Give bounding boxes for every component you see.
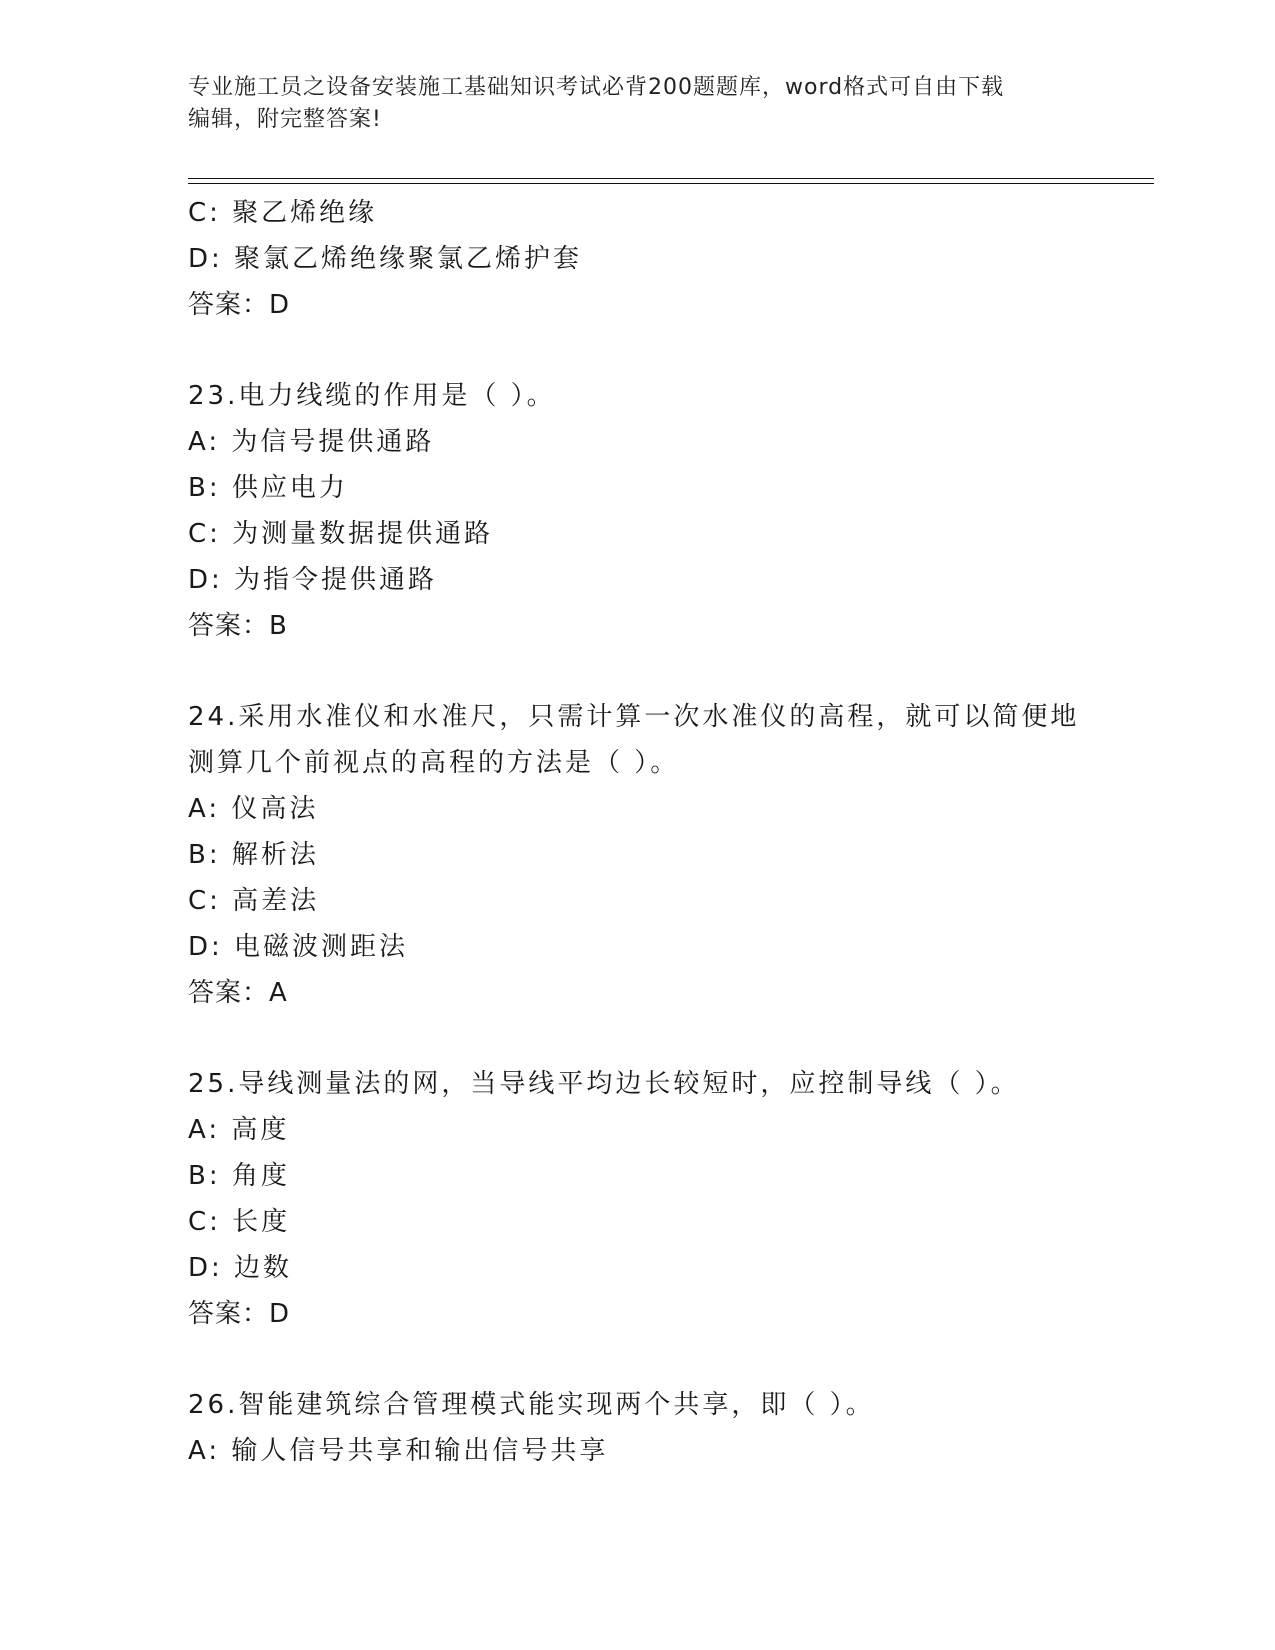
option-c: C: 高差法 (188, 886, 320, 916)
question-title: 25.导线测量法的网，当导线平均边长较短时，应控制导线（ ）。 (188, 1069, 1020, 1099)
question-title-line-2: 测算几个前视点的高程的方法是（ ）。 (188, 748, 680, 778)
option-d: D: 为指令提供通路 (188, 565, 438, 595)
option-d: D: 聚氯乙烯绝缘聚氯乙烯护套 (188, 244, 583, 274)
answer: 答案：A (188, 978, 288, 1008)
question-list (188, 190, 1108, 1474)
question-title: 26.智能建筑综合管理模式能实现两个共享，即（ ）。 (188, 1390, 875, 1420)
question-25 (188, 1061, 1108, 1337)
option-d: D: 电磁波测距法 (188, 932, 409, 962)
option-a: A: 高度 (188, 1115, 290, 1145)
header-line-1: 专业施工员之设备安装施工基础知识考试必背200题题库，word格式可自由下载 (188, 75, 1005, 100)
header-line-2: 编辑，附完整答案! (188, 107, 382, 132)
answer: 答案：D (188, 1299, 291, 1329)
option-a: A: 为信号提供通路 (188, 427, 435, 457)
question-26 (188, 1382, 1108, 1474)
header-divider-bottom (188, 183, 1154, 184)
option-a: A: 输人信号共享和输出信号共享 (188, 1436, 609, 1466)
answer: 答案：D (188, 290, 291, 320)
header-divider-top (188, 178, 1154, 179)
option-c: C: 聚乙烯绝缘 (188, 198, 378, 228)
question-23 (188, 373, 1108, 649)
option-a: A: 仪高法 (188, 794, 319, 824)
option-d: D: 边数 (188, 1253, 293, 1283)
question-title: 23.电力线缆的作用是（ ）。 (188, 381, 556, 411)
answer: 答案：B (188, 611, 288, 641)
option-b: B: 供应电力 (188, 473, 348, 503)
question-22 (188, 190, 1108, 328)
document-header (188, 72, 1088, 136)
option-c: C: 长度 (188, 1207, 291, 1237)
question-title-line-1: 24.采用水准仪和水准尺，只需计算一次水准仪的高程，就可以简便地 (188, 702, 1080, 732)
option-c: C: 为测量数据提供通路 (188, 519, 494, 549)
question-24 (188, 694, 1108, 1016)
option-b: B: 解析法 (188, 840, 319, 870)
option-b: B: 角度 (188, 1161, 290, 1191)
